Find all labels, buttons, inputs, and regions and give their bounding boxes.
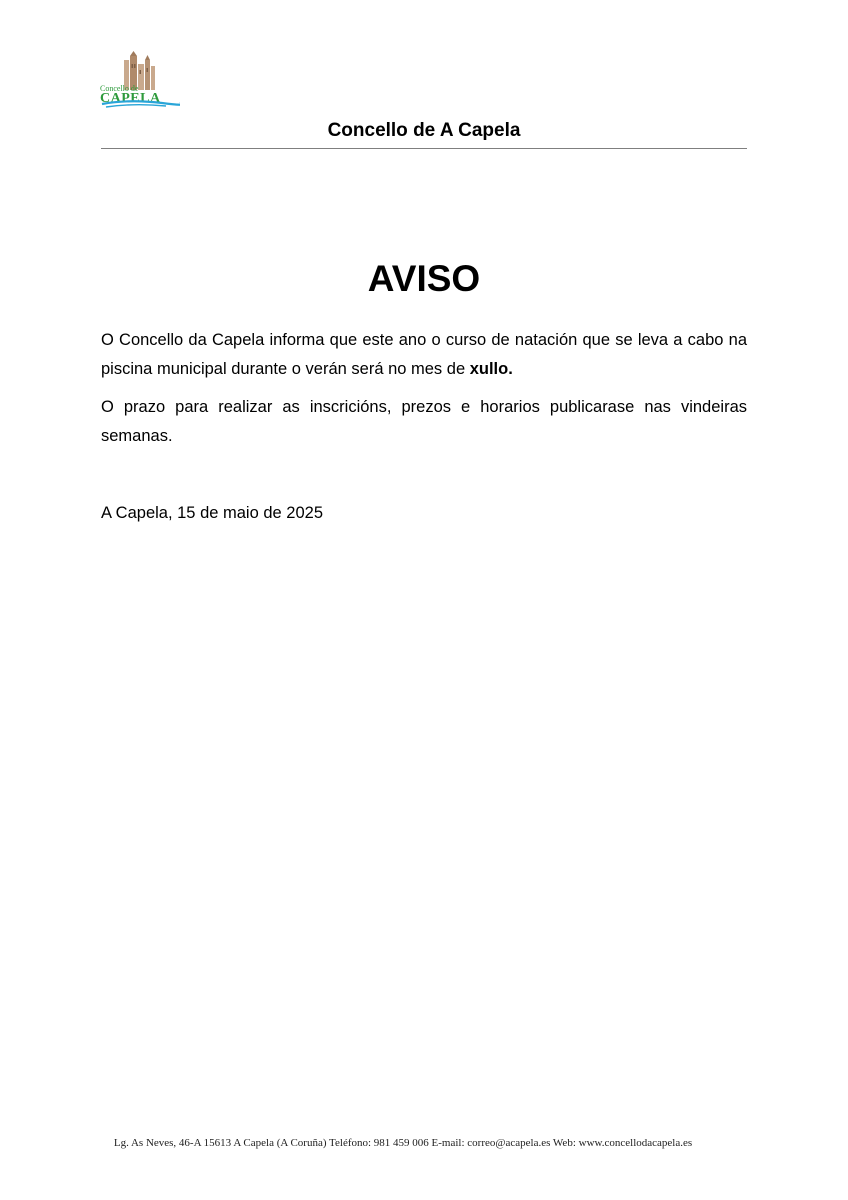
paragraph-1-bold-month: xullo. [469,360,513,378]
date-line: A Capela, 15 de maio de 2025 [101,504,324,522]
notice-title: AVISO [367,258,481,299]
notice-paragraph-2: O prazo para realizar as inscricións, prezos e horarios publicarase nas vindeiras semanas. [101,398,747,445]
footer-address: Lg. As Neves, 46-A 15613 A Capela (A Coruña) Teléfono: 981 459 006 E-mail: correo@acapela.es Web: www.concellodacapela.es [113,1137,693,1149]
header-divider [101,148,747,149]
header-title: Concello de A Capela [327,120,521,141]
concello-logo [100,50,180,108]
notice-paragraph-1 [101,326,747,384]
svg-text:CAPELA: CAPELA [100,91,161,106]
svg-text:Concello de: Concello de [100,84,139,93]
logo-image [100,50,180,108]
paragraph-1-text: O Concello da Capela informa que este ano o curso de natación que se leva a cabo na piscina municipal durante o verán será no mes de [101,331,747,378]
